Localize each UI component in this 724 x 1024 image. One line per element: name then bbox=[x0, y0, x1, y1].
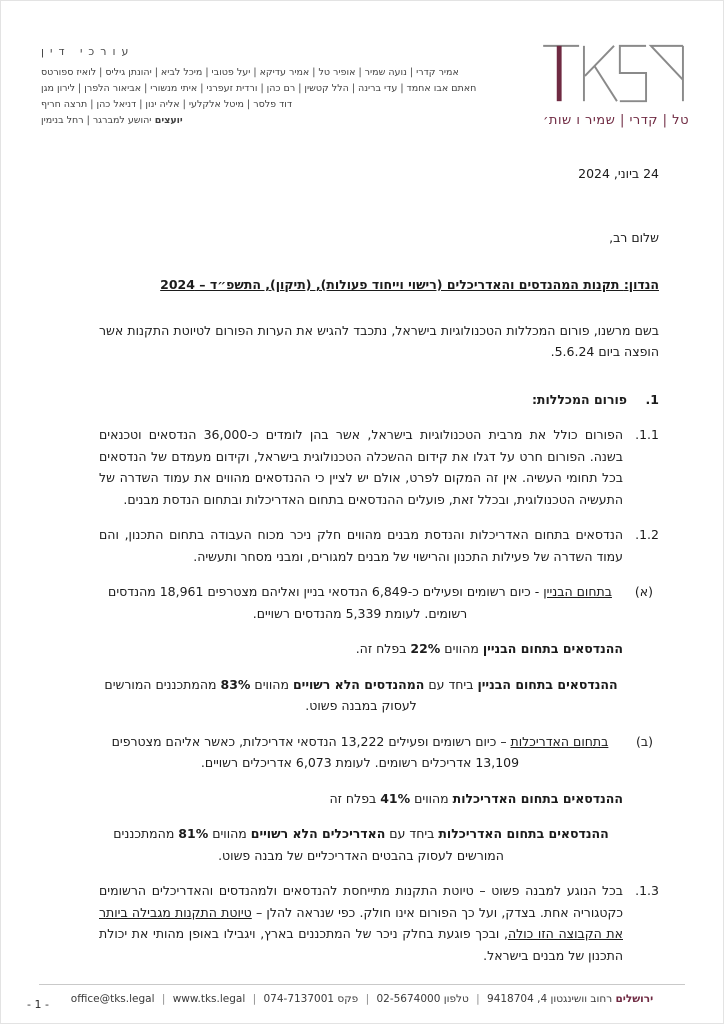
text-run: מהמתכננים המורשים לעסוק במבנה פשוט. bbox=[104, 676, 417, 713]
section-1-heading bbox=[99, 389, 659, 411]
separator: | bbox=[362, 993, 373, 1005]
text-run: יהושע למברגר | רחל בנימין bbox=[41, 115, 152, 126]
paragraph-bet bbox=[99, 731, 653, 774]
page-number: - 1 - bbox=[27, 998, 49, 1011]
item-number: 1.3. bbox=[635, 883, 659, 898]
greeting: שלום רב, bbox=[609, 229, 659, 245]
text-run: מהווים bbox=[250, 676, 293, 692]
text-run: בכל הנוגע למבנה פשוט – טיוטת התקנות מתייחסת להנדסאים ולמהנדסים והאדריכלים הרשומים כקטגוריה אחת. בצדק, ועל כך הפורום אינו חולק. כפי שנראה להלן – bbox=[99, 883, 623, 920]
item-number: 1.2. bbox=[635, 527, 659, 542]
text-run: ההנדסאים בתחום האדריכלות bbox=[452, 790, 623, 806]
attorney-names-line: חאתם אבו אחמד | עדי ברינה | הלל קטשין | רם כהן | ורדית זעפרני | איתי מנשורי | אביאור הלפרן | לירון מגן bbox=[41, 83, 477, 94]
footer-website-link[interactable]: www.tks.legal bbox=[172, 993, 246, 1005]
letter-body bbox=[1, 163, 723, 966]
footer-divider bbox=[39, 984, 685, 985]
item-text bbox=[99, 524, 623, 567]
emphasis-building-83 bbox=[99, 674, 623, 717]
text-run: ביחד עם bbox=[424, 676, 478, 692]
letter-date: 24 ביוני, 2024 bbox=[578, 166, 659, 181]
practice-label: עורכי דין bbox=[41, 45, 135, 58]
text-run: בפלח זה. bbox=[355, 641, 411, 656]
text-run: 41% bbox=[380, 790, 411, 806]
footer-email-link[interactable]: office@tks.legal bbox=[70, 993, 155, 1005]
text-run: טיוטת התקנות מגבילה ביותר את הקבוצה הזו כולה bbox=[99, 904, 623, 941]
text-run: ביחד עם bbox=[385, 826, 439, 841]
text-run: 81% bbox=[178, 826, 209, 841]
text-run: 22% bbox=[410, 641, 441, 656]
paragraph-alef bbox=[99, 581, 653, 624]
text-run: 83% bbox=[220, 676, 251, 692]
section-number: 1. bbox=[645, 391, 659, 407]
text-run: ההנדסאים בתחום הבניין bbox=[477, 676, 618, 692]
subject-line bbox=[99, 274, 659, 296]
item-text bbox=[99, 880, 623, 966]
attorney-names-line: דוד פלסר | מיטל אלקלעי | אליה ינון | דניאל כהן | תרצה חריף bbox=[41, 99, 293, 110]
text-run: , ובכך פוגעת בחלק ניכר של המתכננים בארץ, ויגבילו באופן מהותי את יכולת התכנון של מבנים בישראל. bbox=[99, 926, 623, 963]
subject-label: הנדון: bbox=[623, 277, 659, 292]
text-run: האדריכלים הלא רשויים bbox=[250, 826, 386, 841]
firm-brand bbox=[541, 41, 689, 128]
text-run: בתחום האדריכלות bbox=[510, 733, 609, 749]
text-run: פקס 074-7137001 bbox=[263, 993, 359, 1005]
intro-paragraph: בשם מרשנו, פורום המכללות הטכנולוגיות בישראל, נתכבד להגיש את הערות הפורום לטיוטת התקנות אשר הופצה ביום 5.6.24. bbox=[99, 322, 659, 359]
paragraph-1-3 bbox=[99, 880, 659, 966]
letterhead bbox=[1, 41, 723, 129]
text-run: טלפון 02-5674000 bbox=[376, 993, 469, 1005]
text-run: הפורום כולל את מרבית הטכנולוגיות בישראל, אשר בהן לומדים כ-36,000 הנדסאים וטכנאים בשנה. הפורום חרט על דגלו את קידום ההשכלה הטכנולוגית בישראל, וקידום מעמדם של הנדסאים בכל תחומי העשיה. אין זה המקום לפרט, אולם יש לציין כי ההנדסאים מהווים את עמוד השדרה של התעשיה הטכנולוגית, ובכלל זאת, פועלים ההנדסאים בתחום האדריכלות ובתחום הנדסת מבנים. bbox=[99, 427, 623, 507]
item-text bbox=[99, 581, 621, 624]
text-run: הנדסאים בתחום האדריכלות והנדסת מבנים מהווים חלק ניכר מכוח העבודה בתחום התכנון, והם עמוד השדרה של פעילות התכנון והרישוי של מבנים למגורים, ומבני מסחר ותעשיה. bbox=[99, 527, 623, 564]
emphasis-building-22 bbox=[99, 638, 623, 660]
text-run: בפלח זה bbox=[329, 790, 381, 806]
section-title: פורום המכללות: bbox=[531, 391, 627, 407]
text-run: מהווים bbox=[440, 641, 483, 656]
item-number: (א) bbox=[634, 584, 653, 599]
item-number: 1.1. bbox=[635, 427, 659, 442]
paragraph-1-2 bbox=[99, 524, 659, 567]
text-run: מהווים bbox=[410, 790, 453, 806]
advisors-line bbox=[41, 113, 515, 129]
subject-text: תקנות המהנדסים והאדריכלים (רישוי וייחוד פעולות), (תיקון), התשפ״ד – 2024 bbox=[160, 277, 624, 292]
page-footer bbox=[1, 984, 723, 1011]
attorneys-block bbox=[41, 41, 515, 129]
text-run: - כיום רשומים ופעילים כ-6,849 הנדסאי בניין ואליהם מצטרפים 18,961 מהנדסים רשומים. לעומת 5,339 מהנדסים רשויים. bbox=[108, 584, 544, 621]
text-run: ירושלים bbox=[615, 993, 654, 1005]
firm-tagline: טל | קדרי | שמיר ו שות׳ bbox=[543, 113, 689, 128]
footer-contact-line bbox=[1, 993, 723, 1005]
separator: | bbox=[472, 993, 484, 1005]
paragraph-blocks bbox=[99, 424, 659, 966]
document-page bbox=[1, 1, 723, 1023]
separator: | bbox=[249, 993, 260, 1005]
text-run: המהנדסים הלא רשויים bbox=[292, 676, 425, 692]
text-run: ההנדסאים בתחום האדריכלות bbox=[438, 826, 609, 841]
text-run: ההנדסאים בתחום הבניין bbox=[482, 641, 623, 656]
text-run: – כיום רשומים ופעילים 13,222 הנדסאי אדריכלות, כאשר אליהם מצטרפים 13,109 אדריכלים רשומים. לעומת 6,073 אדריכלים רשויים. bbox=[111, 733, 520, 770]
emphasis-architecture-41 bbox=[99, 788, 623, 810]
attorney-names-line: אמיר קדרי | נועה שמיר | אופיר טל | אמיר עדיקא | יעל פטובי | מיכל לביא | יהונתן גיליס | לואיז ספורטס bbox=[41, 67, 459, 78]
item-number: (ב) bbox=[636, 733, 653, 749]
text-run: מהווים bbox=[208, 826, 251, 841]
text-run: יועצים bbox=[151, 115, 183, 126]
separator: | bbox=[158, 993, 169, 1005]
paragraph-1-1 bbox=[99, 424, 659, 510]
emphasis-architecture-81 bbox=[99, 823, 623, 866]
text-run: בתחום הבניין bbox=[543, 584, 612, 599]
text-run: רחוב וושינגטון 4, 9418704 bbox=[487, 993, 616, 1005]
item-text bbox=[99, 424, 623, 510]
item-text bbox=[99, 731, 621, 774]
text-run: מהמתכננים המורשים לעסוק בהבטים האדריכליים של מבנה פשוט. bbox=[113, 826, 504, 863]
tks-logo-icon bbox=[541, 41, 689, 107]
